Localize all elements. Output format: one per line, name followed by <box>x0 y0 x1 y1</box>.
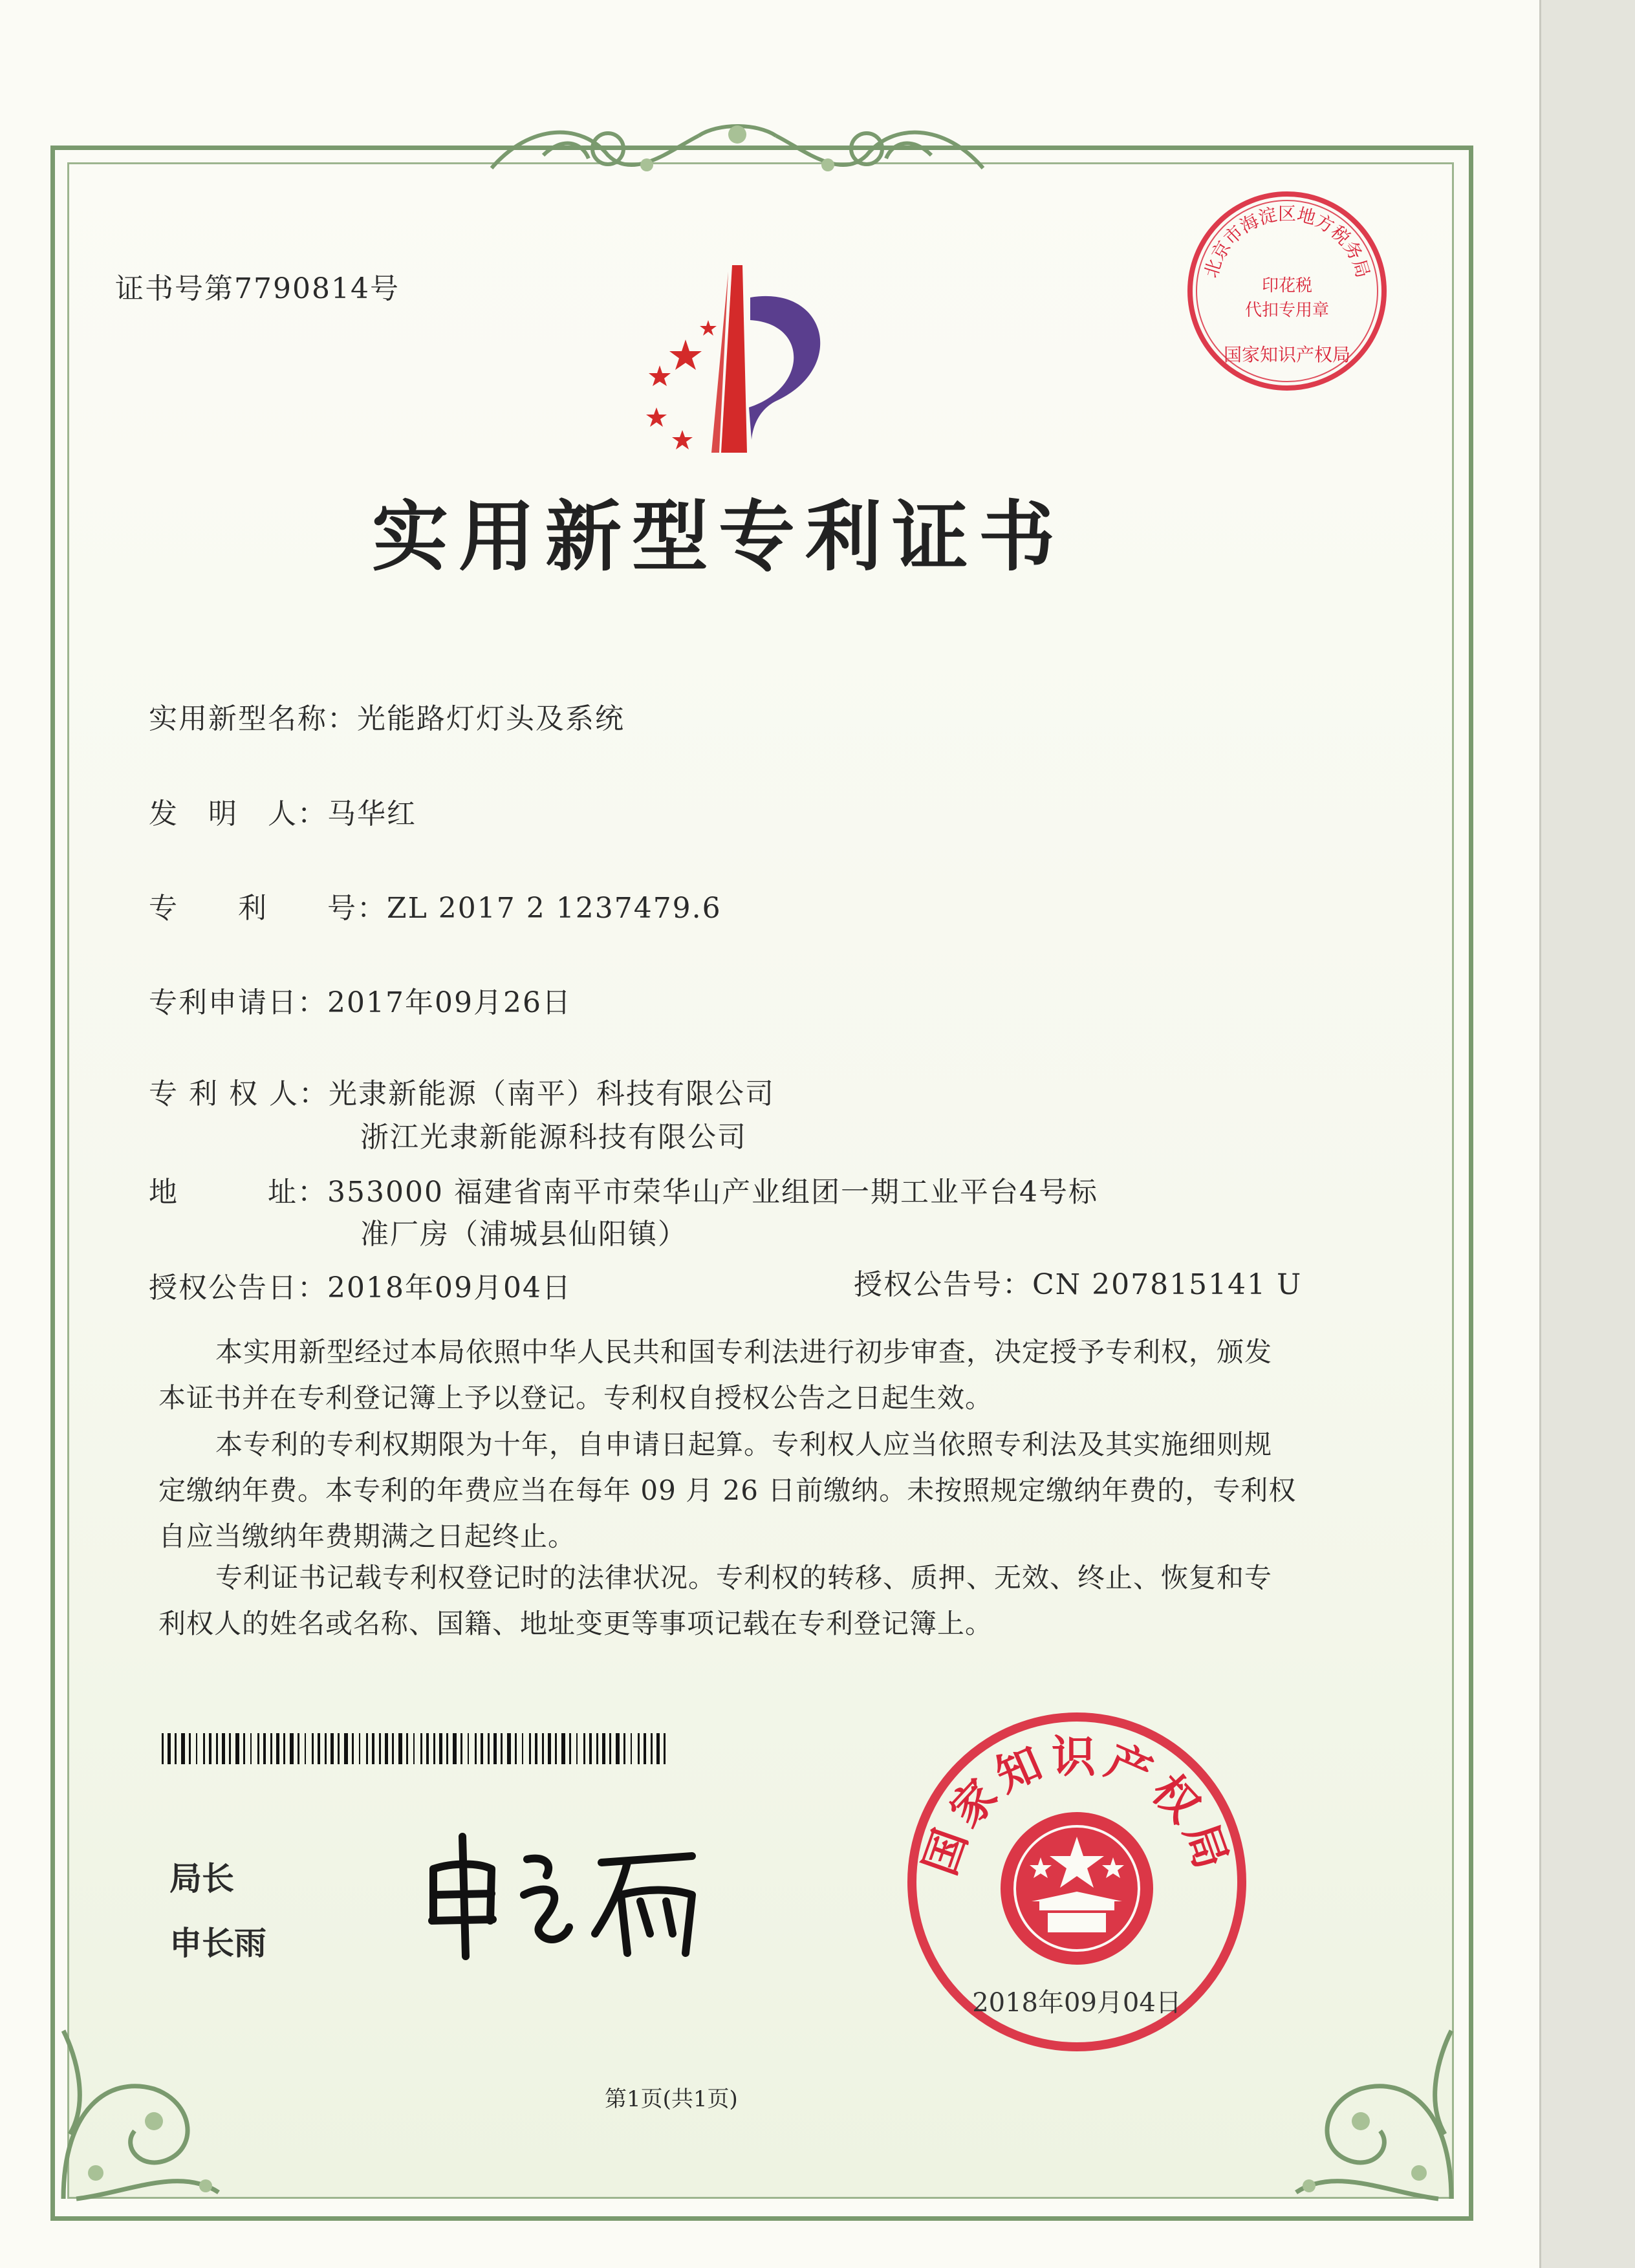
paragraph-2-line-1: 本专利的专利权期限为十年，自申请日起算。专利权人应当依照专利法及其实施细则规 <box>215 1429 1273 1460</box>
signer-title: 局长 <box>169 1860 234 1897</box>
office-seal-date: 2018年09月04日 <box>972 1988 1182 2018</box>
barcode-bar <box>522 1733 523 1764</box>
barcode-bar <box>276 1733 279 1764</box>
barcode-bar <box>196 1733 197 1764</box>
tax-stamp-bottom-text: 国家知识产权局 <box>1223 344 1351 365</box>
bottom-left-ornament-icon <box>50 1979 257 2212</box>
barcode-bar <box>542 1733 544 1764</box>
barcode-bar <box>235 1733 239 1764</box>
barcode-bar <box>338 1733 340 1764</box>
utility-model-name-row <box>149 695 625 737</box>
barcode-bar <box>589 1733 592 1764</box>
barcode-bar <box>325 1733 327 1764</box>
barcode-bar <box>406 1733 408 1764</box>
paragraph-3-line-1: 专利证书记载专利权登记时的法律状况。专利权的转移、质押、无效、终止、恢复和专 <box>215 1562 1273 1593</box>
barcode-bar <box>359 1733 360 1764</box>
certificate-number-value: 7790814 <box>234 272 370 305</box>
barcode-bar <box>413 1733 415 1764</box>
barcode-bar <box>460 1733 462 1764</box>
barcode-bar <box>535 1733 537 1764</box>
filing-date-value: 2017年09月26日 <box>327 986 572 1019</box>
barcode-bar <box>507 1733 511 1764</box>
barcode-bar <box>501 1733 503 1764</box>
barcode-bar <box>515 1733 517 1764</box>
grant-number-label: 授权公告号： <box>854 1268 1032 1301</box>
barcode-bar <box>283 1733 285 1764</box>
barcode-bar <box>175 1733 177 1764</box>
paragraph-2 <box>158 1421 1348 1559</box>
barcode-bar <box>330 1733 334 1764</box>
tax-stamp-center-line-1: 印花税 <box>1261 276 1313 296</box>
paragraph-2-line-3: 自应当缴纳年费期满之日起终止。 <box>158 1520 576 1552</box>
filing-date-row <box>149 979 572 1021</box>
barcode-bar <box>257 1733 259 1764</box>
grant-date-label: 授权公告日： <box>149 1271 327 1304</box>
cnipa-logo-icon <box>614 259 860 459</box>
barcode-bar <box>385 1733 388 1764</box>
barcode-bar <box>344 1733 348 1764</box>
certificate-number-suffix: 号 <box>369 272 400 305</box>
paragraph-2-line-2: 定缴纳年费。本专利的年费应当在每年 09 月 26 日前缴纳。未按照规定缴纳年费的，专利权 <box>158 1474 1297 1506</box>
address-value-2: 准厂房（浦城县仙阳镇） <box>360 1218 688 1251</box>
barcode-bar <box>468 1733 469 1764</box>
address-label: 地 址： <box>149 1176 327 1209</box>
barcode-bar <box>481 1733 483 1764</box>
paragraph-3-line-2: 利权人的姓名或名称、国籍、地址变更等事项记载在专利登记簿上。 <box>158 1608 993 1639</box>
barcode-bar <box>488 1733 490 1764</box>
patentee-value-2: 浙江光隶新能源科技有限公司 <box>360 1121 747 1154</box>
barcode-bar <box>263 1733 266 1764</box>
paragraph-1-line-1: 本实用新型经过本局依照中华人民共和国专利法进行初步审查，决定授予专利权，颁发 <box>215 1336 1273 1368</box>
utility-model-name-label: 实用新型名称： <box>149 702 357 735</box>
address-value-1: 353000 福建省南平市荣华山产业组团一期工业平台4号标 <box>327 1176 1098 1209</box>
inventor-label: 发 明 人： <box>149 797 327 830</box>
barcode-bar <box>426 1733 429 1764</box>
barcode-bar <box>453 1733 457 1764</box>
grant-date-row <box>149 1264 572 1306</box>
barcode-bar <box>548 1733 551 1764</box>
patentee-label: 专 利 权 人： <box>149 1077 329 1110</box>
barcode-bar <box>216 1733 218 1764</box>
barcode-bar <box>493 1733 497 1764</box>
patent-number-row <box>149 885 722 926</box>
inventor-row <box>149 790 417 832</box>
barcode-bar <box>420 1733 422 1764</box>
barcode-bar <box>189 1733 191 1764</box>
patent-number-label: 专 利 号： <box>149 892 387 925</box>
certificate-number-label: 证书号第 <box>115 272 234 305</box>
barcode-bar <box>644 1733 646 1764</box>
grant-number-value: CN 207815141 U <box>1032 1268 1303 1301</box>
barcode-bar <box>569 1733 571 1764</box>
address-row <box>149 1169 1098 1210</box>
utility-model-name-value: 光能路灯灯头及系统 <box>357 702 625 735</box>
certificate-number <box>115 265 400 307</box>
barcode-bar <box>162 1733 164 1764</box>
barcode-bar <box>366 1733 368 1764</box>
patent-number-value: ZL 2017 2 1237479.6 <box>387 892 722 925</box>
barcode <box>162 1733 673 1764</box>
tax-stamp-seal <box>1184 188 1391 394</box>
paragraph-3 <box>158 1555 1348 1647</box>
filing-date-label: 专利申请日： <box>149 986 327 1019</box>
top-ornament-icon <box>479 110 996 188</box>
page-edge <box>1539 0 1635 2268</box>
barcode-bar <box>379 1733 381 1764</box>
barcode-bar <box>583 1733 585 1764</box>
barcode-bar <box>561 1733 565 1764</box>
patentee-row <box>149 1070 775 1112</box>
barcode-bar <box>352 1733 354 1764</box>
cnipa-office-seal <box>902 1707 1251 2057</box>
page-info: 第1页(共1页) <box>605 2086 738 2112</box>
tax-stamp-ring-text: 北京市海淀区地方税务局 <box>1200 202 1374 281</box>
barcode-bar <box>596 1733 598 1764</box>
barcode-bar <box>270 1733 272 1764</box>
barcode-bar <box>651 1733 653 1764</box>
barcode-bar <box>168 1733 171 1764</box>
barcode-bar <box>609 1733 611 1764</box>
tax-stamp-center-line-2: 代扣专用章 <box>1244 301 1330 320</box>
page-title: 实用新型专利证书 <box>372 492 1066 581</box>
barcode-bar <box>243 1733 245 1764</box>
barcode-bar <box>298 1733 299 1764</box>
barcode-bar <box>250 1733 252 1764</box>
office-seal-ring-text: 国家知识产权局 <box>915 1732 1239 1882</box>
barcode-bar <box>656 1733 660 1764</box>
barcode-bar <box>305 1733 306 1764</box>
barcode-bar <box>555 1733 557 1764</box>
barcode-bar <box>664 1733 666 1764</box>
barcode-bar <box>439 1733 442 1764</box>
barcode-bar <box>475 1733 477 1764</box>
national-emblem-icon <box>1001 1812 1153 1965</box>
barcode-bar <box>631 1733 632 1764</box>
barcode-bar <box>290 1733 294 1764</box>
barcode-bar <box>446 1733 448 1764</box>
barcode-bar <box>372 1733 374 1764</box>
barcode-bar <box>312 1733 314 1764</box>
paragraph-1 <box>158 1329 1348 1421</box>
barcode-bar <box>623 1733 625 1764</box>
grant-number-row <box>854 1261 1302 1302</box>
barcode-bar <box>433 1733 435 1764</box>
barcode-bar <box>529 1733 531 1764</box>
barcode-bar <box>203 1733 205 1764</box>
barcode-bar <box>602 1733 605 1764</box>
barcode-bar <box>318 1733 320 1764</box>
bottom-right-ornament-icon <box>1257 1979 1464 2212</box>
signer-name: 申长雨 <box>169 1925 266 1962</box>
barcode-bar <box>576 1733 578 1764</box>
barcode-bar <box>222 1733 225 1764</box>
barcode-bar <box>392 1733 394 1764</box>
inventor-value: 马华红 <box>327 797 417 830</box>
grant-date-value: 2018年09月04日 <box>327 1271 572 1304</box>
barcode-bar <box>398 1733 402 1764</box>
barcode-bar <box>229 1733 231 1764</box>
paragraph-1-line-2: 本证书并在专利登记簿上予以登记。专利权自授权公告之日起生效。 <box>158 1382 993 1414</box>
barcode-bar <box>181 1733 185 1764</box>
barcode-bar <box>616 1733 620 1764</box>
barcode-bar <box>638 1733 640 1764</box>
barcode-bar <box>209 1733 211 1764</box>
patentee-value-1: 光隶新能源（南平）科技有限公司 <box>328 1077 775 1110</box>
handwritten-signature <box>414 1824 776 1966</box>
